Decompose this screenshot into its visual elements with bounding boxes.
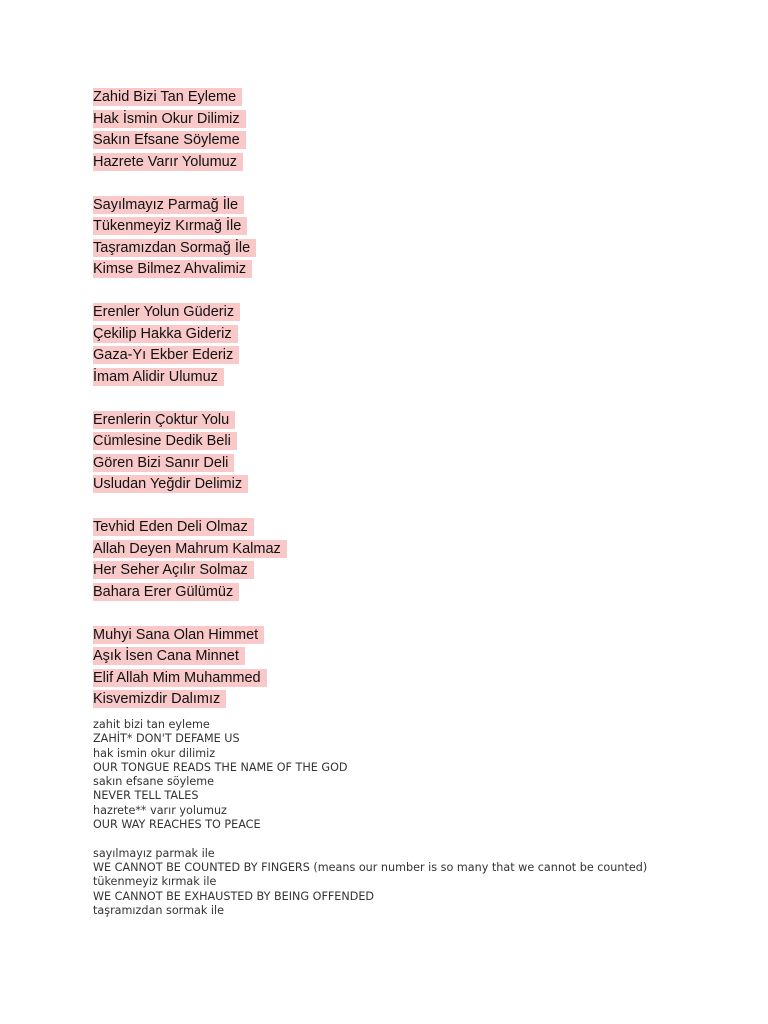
- translation-line: hazrete** varır yolumuz: [93, 803, 227, 817]
- highlighted-text: Allah Deyen Mahrum Kalmaz: [93, 540, 287, 558]
- poem-line: [93, 689, 287, 711]
- poem-line: [93, 582, 287, 604]
- translation-line: zahit bizi tan eyleme: [93, 718, 210, 731]
- highlighted-text: İmam Alidir Ulumuz: [93, 368, 224, 386]
- poem-line: [93, 431, 287, 453]
- poem-line: [93, 109, 287, 131]
- highlighted-text: Kisvemizdir Dalımız: [93, 690, 226, 708]
- translation-line: hak ismin okur dilimiz: [93, 746, 216, 760]
- translation-line: OUR TONGUE READS THE NAME OF THE GOD: [93, 760, 348, 774]
- poem-line: [93, 453, 287, 475]
- poem: [93, 87, 287, 711]
- translation-line: OUR WAY REACHES TO PEACE: [93, 818, 261, 832]
- highlighted-text: Cümlesine Dedik Beli: [93, 432, 237, 450]
- highlighted-text: Muhyi Sana Olan Himmet: [93, 626, 264, 644]
- stanza-1: [93, 87, 287, 173]
- paragraph-gap: [93, 832, 653, 846]
- highlighted-text: Elif Allah Mim Muhammed: [93, 669, 267, 687]
- highlighted-text: Usludan Yeğdir Delimiz: [93, 475, 248, 493]
- translation-line: ZAHİT* DON'T DEFAME US: [93, 732, 240, 746]
- poem-line: [93, 302, 287, 324]
- poem-line: [93, 216, 287, 238]
- stanza-4: [93, 410, 287, 496]
- highlighted-text: Bahara Erer Gülümüz: [93, 583, 239, 601]
- highlighted-text: Her Seher Açılır Solmaz: [93, 561, 254, 579]
- highlighted-text: Çekilip Hakka Gideriz: [93, 325, 238, 343]
- highlighted-text: Taşramızdan Sormağ İle: [93, 239, 256, 257]
- highlighted-text: Sayılmayız Parmağ İle: [93, 196, 244, 214]
- translation-line: sayılmayız parmak ile: [93, 846, 215, 860]
- highlighted-text: Tükenmeyiz Kırmağ İle: [93, 217, 247, 235]
- poem-line: [93, 367, 287, 389]
- poem-line: [93, 539, 287, 561]
- translation-line: WE CANNOT BE COUNTED BY FINGERS (means our number is so many that we cannot be counted): [93, 860, 648, 874]
- poem-line: [93, 195, 287, 217]
- stanza-5: [93, 517, 287, 603]
- highlighted-text: Hazrete Varır Yolumuz: [93, 153, 243, 171]
- poem-line: [93, 324, 287, 346]
- poem-line: [93, 87, 287, 109]
- poem-line: [93, 474, 287, 496]
- highlighted-text: Sakın Efsane Söyleme: [93, 131, 246, 149]
- highlighted-text: Erenlerin Çoktur Yolu: [93, 411, 235, 429]
- poem-line: [93, 560, 287, 582]
- poem-line: [93, 625, 287, 647]
- highlighted-text: Hak İsmin Okur Dilimiz: [93, 110, 246, 128]
- highlighted-text: Kimse Bilmez Ahvalimiz: [93, 260, 252, 278]
- poem-line: [93, 152, 287, 174]
- highlighted-text: Gören Bizi Sanır Deli: [93, 454, 234, 472]
- highlighted-text: Tevhid Eden Deli Olmaz: [93, 518, 254, 536]
- poem-line: [93, 646, 287, 668]
- poem-line: [93, 345, 287, 367]
- stanza-2: [93, 195, 287, 281]
- translation-line: WE CANNOT BE EXHAUSTED BY BEING OFFENDED: [93, 889, 375, 903]
- poem-line: [93, 259, 287, 281]
- highlighted-text: Erenler Yolun Güderiz: [93, 303, 240, 321]
- translation-line: tükenmeyiz kırmak ile: [93, 875, 217, 889]
- stanza-6: [93, 625, 287, 711]
- poem-line: [93, 668, 287, 690]
- poem-line: [93, 238, 287, 260]
- translation-line: taşramızdan sormak ile: [93, 903, 224, 917]
- poem-line: [93, 410, 287, 432]
- translation-section: [93, 718, 653, 918]
- translation-line: sakın efsane söyleme: [93, 775, 215, 789]
- stanza-3: [93, 302, 287, 388]
- translation-line: NEVER TELL TALES: [93, 789, 199, 803]
- poem-line: [93, 517, 287, 539]
- poem-line: [93, 130, 287, 152]
- highlighted-text: Zahid Bizi Tan Eyleme: [93, 88, 242, 106]
- highlighted-text: Aşık İsen Cana Minnet: [93, 647, 245, 665]
- highlighted-text: Gaza-Yı Ekber Ederiz: [93, 346, 239, 364]
